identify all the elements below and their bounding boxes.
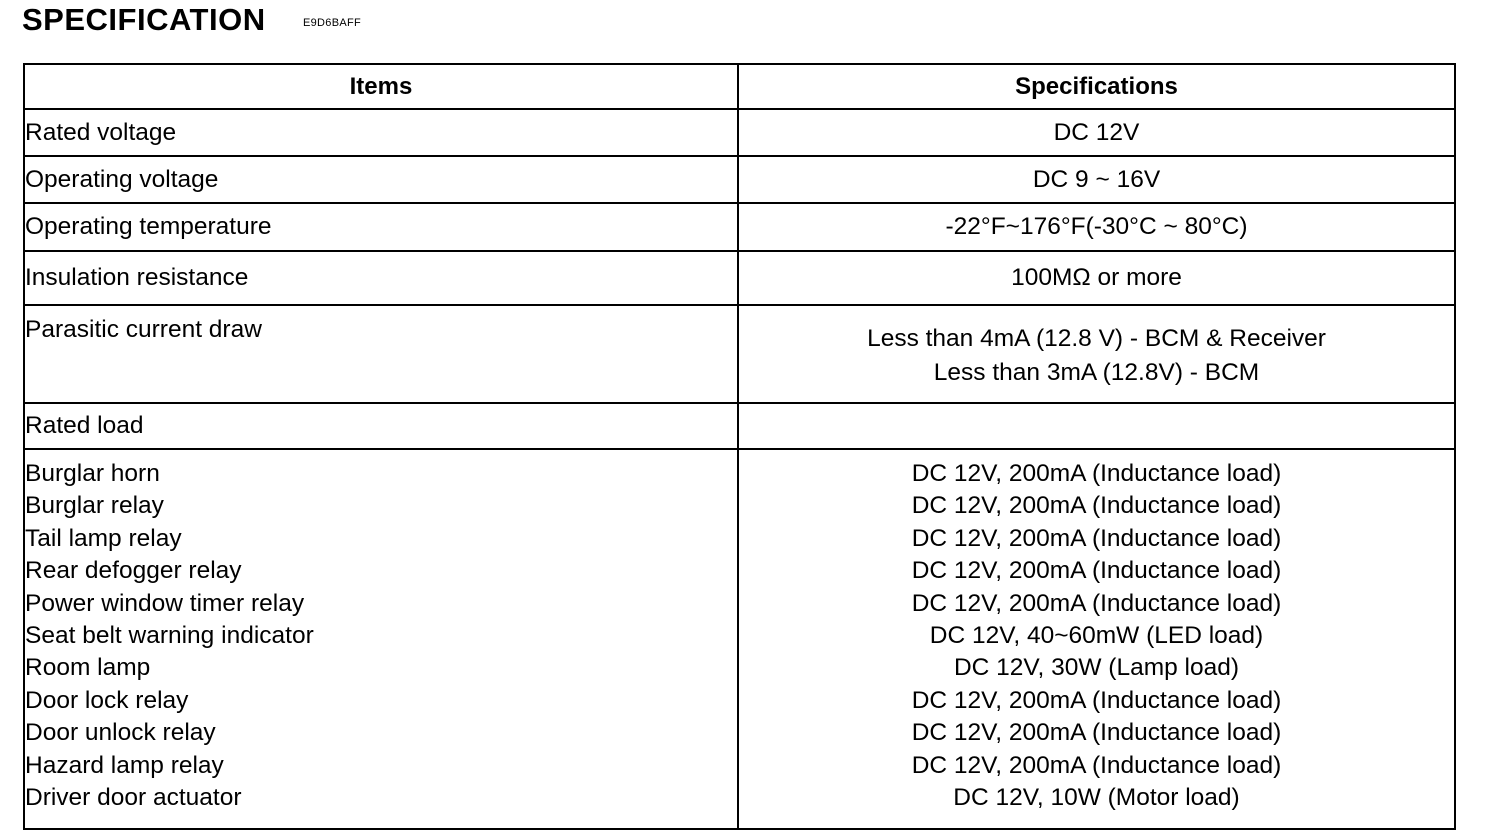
spec-line: Less than 3mA (12.8V) - BCM	[933, 359, 1260, 386]
table-row	[24, 251, 1455, 305]
table-row	[24, 305, 1455, 403]
load-spec: DC 12V, 30W (Lamp load)	[953, 654, 1240, 682]
spec-cell: 100MΩ or more	[738, 251, 1455, 305]
load-spec: DC 12V, 40~60mW (LED load)	[929, 621, 1264, 649]
load-spec: DC 12V, 200mA (Inductance load)	[911, 589, 1282, 617]
load-spec: DC 12V, 200mA (Inductance load)	[911, 524, 1282, 552]
page-title: SPECIFICATION	[22, 2, 266, 37]
load-items-cell	[24, 449, 738, 829]
load-item: Burglar horn	[25, 460, 160, 487]
item-cell: Parasitic current draw	[24, 305, 738, 403]
load-item: Driver door actuator	[25, 783, 242, 811]
spec-cell	[738, 305, 1455, 403]
spec-cell: DC 12V	[738, 109, 1455, 156]
table-row	[24, 403, 1455, 449]
spec-line: Less than 4mA (12.8 V) - BCM & Receiver	[867, 325, 1326, 352]
load-spec: DC 12V, 200mA (Inductance load)	[911, 686, 1282, 714]
load-item: Hazard lamp relay	[25, 751, 224, 779]
table-row	[24, 449, 1455, 829]
item-cell: Rated load	[24, 403, 738, 449]
spec-cell: -22°F~176°F(-30°C ~ 80°C)	[738, 203, 1455, 251]
table-header-row	[24, 64, 1455, 109]
column-header-specifications: Specifications	[738, 64, 1455, 109]
load-item: Door lock relay	[25, 686, 189, 714]
load-item: Burglar relay	[25, 492, 164, 520]
table-row	[24, 109, 1455, 156]
load-specs-cell	[738, 449, 1455, 829]
item-cell: Operating temperature	[24, 203, 738, 251]
item-cell: Insulation resistance	[24, 251, 738, 305]
load-item: Tail lamp relay	[25, 524, 182, 552]
table-row	[24, 156, 1455, 203]
table-row	[24, 203, 1455, 251]
item-cell: Rated voltage	[24, 109, 738, 156]
spec-cell: DC 9 ~ 16V	[738, 156, 1455, 203]
load-item: Power window timer relay	[25, 589, 305, 617]
load-spec: DC 12V, 200mA (Inductance load)	[911, 719, 1282, 747]
load-item: Door unlock relay	[25, 719, 216, 747]
load-spec: DC 12V, 200mA (Inductance load)	[911, 751, 1282, 779]
load-item: Room lamp	[25, 654, 151, 682]
spec-cell	[738, 403, 1455, 449]
document-code: E9D6BAFF	[303, 17, 362, 29]
load-spec: DC 12V, 200mA (Inductance load)	[911, 492, 1282, 520]
load-spec: DC 12V, 200mA (Inductance load)	[911, 557, 1282, 585]
load-item: Rear defogger relay	[25, 557, 242, 585]
column-header-items: Items	[24, 64, 738, 109]
item-cell: Operating voltage	[24, 156, 738, 203]
specification-table	[23, 63, 1456, 830]
load-spec: DC 12V, 200mA (Inductance load)	[911, 460, 1282, 487]
load-spec: DC 12V, 10W (Motor load)	[953, 783, 1240, 811]
load-item: Seat belt warning indicator	[25, 621, 314, 649]
